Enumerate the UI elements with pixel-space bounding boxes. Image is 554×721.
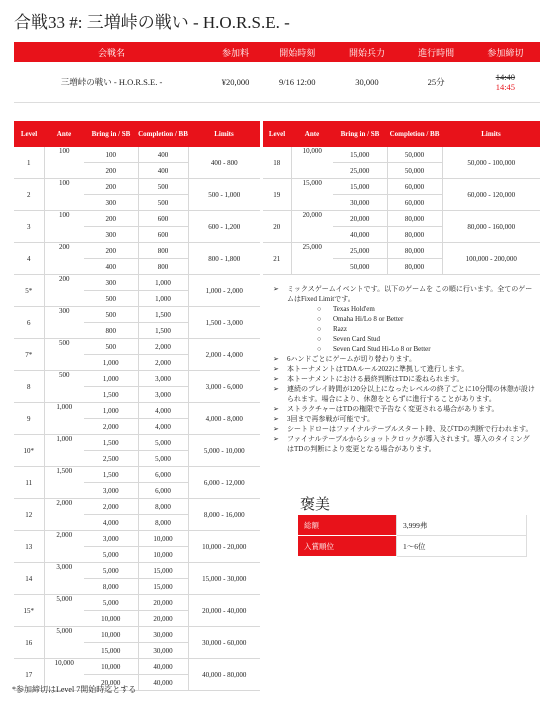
limits-value: 4,000 - 8,000 <box>188 403 260 435</box>
ante-empty <box>44 227 84 243</box>
bringin-value: 10,000 <box>84 659 138 675</box>
info-header-row <box>14 42 540 62</box>
bringin-value: 1,500 <box>84 387 138 403</box>
note-item <box>273 434 535 454</box>
completion-value: 6,000 <box>138 467 188 483</box>
col-level: Level <box>268 129 286 138</box>
completion-value: 40,000 <box>138 659 188 675</box>
ante-empty <box>44 323 84 339</box>
bringin-value: 1,500 <box>84 467 138 483</box>
game-item <box>317 314 535 324</box>
completion-value: 20,000 <box>138 595 188 611</box>
completion-value: 3,000 <box>138 371 188 387</box>
game-list <box>287 304 535 354</box>
ante-value: 100 <box>59 179 70 187</box>
level-row <box>14 371 260 387</box>
completion-value: 1,000 <box>138 275 188 291</box>
completion-value: 800 <box>138 259 188 275</box>
completion-value: 2,000 <box>138 355 188 371</box>
prize-key-total: 総額 <box>298 515 397 536</box>
limits-value: 100,000 - 200,000 <box>442 243 540 275</box>
level-number: 6 <box>14 307 44 339</box>
completion-value: 400 <box>138 163 188 179</box>
prize-row <box>298 536 527 557</box>
header-stack: 開始兵力 <box>348 47 385 58</box>
level-number: 13 <box>14 531 44 563</box>
completion-value: 6,000 <box>138 483 188 499</box>
level-duration: 25分 <box>402 62 471 103</box>
bringin-value: 300 <box>84 275 138 291</box>
ante-value: 300 <box>59 307 70 315</box>
level-row <box>14 467 260 483</box>
circle-bullet-icon: ○ <box>317 305 322 313</box>
note-item <box>273 424 535 434</box>
bringin-value: 20,000 <box>333 211 387 227</box>
completion-value: 1,500 <box>138 307 188 323</box>
info-row <box>14 62 540 103</box>
ante-value: 200 <box>59 243 70 251</box>
limits-value: 600 - 1,200 <box>188 211 260 243</box>
circle-bullet-icon: ○ <box>317 325 322 333</box>
ante-value: 2,000 <box>56 499 73 507</box>
note-text: ミックスゲームイベントです。以下のゲームを この順に行います。全てのゲームはFixed Limitです。 <box>287 285 533 303</box>
ante-empty <box>291 259 333 275</box>
ante-value: 200 <box>59 275 70 283</box>
completion-value: 400 <box>138 147 188 163</box>
bringin-value: 800 <box>84 323 138 339</box>
level-row <box>14 659 260 675</box>
bringin-value: 20,000 <box>84 675 138 691</box>
header-fee: 参加料 <box>222 47 250 58</box>
arrow-bullet-icon: ➢ <box>273 355 279 363</box>
bringin-value: 2,000 <box>84 419 138 435</box>
completion-value: 50,000 <box>387 147 442 163</box>
note-text: ファイナルテーブルからショットクロックが導入されます。導入のタイミングはTDの判断により変更となる場合があります。 <box>287 435 530 453</box>
level-number: 9 <box>14 403 44 435</box>
game-name: Texas Hold'em <box>333 305 375 313</box>
ante-value: 2,000 <box>56 531 73 539</box>
bringin-value: 3,000 <box>84 531 138 547</box>
completion-value: 1,500 <box>138 323 188 339</box>
completion-value: 80,000 <box>387 259 442 275</box>
ante-value: 20,000 <box>302 211 322 219</box>
prize-value-places: 1～6位 <box>397 536 527 557</box>
ante-empty <box>44 355 84 371</box>
level-number: 20 <box>263 211 291 243</box>
note-text: シートドローはファイナルテーブルスタート時、及びTDの判断で行われます。 <box>287 425 533 433</box>
bringin-value: 500 <box>84 339 138 355</box>
arrow-bullet-icon: ➢ <box>273 435 279 443</box>
bringin-value: 200 <box>84 179 138 195</box>
ante-empty <box>291 227 333 243</box>
completion-value: 500 <box>138 195 188 211</box>
bringin-value: 1,000 <box>84 355 138 371</box>
game-name: Seven Card Stud <box>333 335 381 343</box>
col-level: Level <box>20 129 38 138</box>
level-row <box>14 595 260 611</box>
ante-empty <box>291 195 333 211</box>
completion-value: 4,000 <box>138 419 188 435</box>
completion-value: 15,000 <box>138 563 188 579</box>
bringin-value: 5,000 <box>84 595 138 611</box>
ante-empty <box>44 291 84 307</box>
game-item <box>317 304 535 314</box>
completion-value: 500 <box>138 179 188 195</box>
bringin-value: 30,000 <box>333 195 387 211</box>
bringin-value: 25,000 <box>333 163 387 179</box>
ante-value: 1,000 <box>56 403 73 411</box>
col-ante: Ante <box>56 129 72 138</box>
level-number: 1 <box>14 147 44 179</box>
tournament-name: 三増峠の戦い - H.O.R.S.E. - <box>14 62 209 103</box>
col-limits: Limits <box>481 129 501 138</box>
bringin-value: 25,000 <box>333 243 387 259</box>
level-number: 7* <box>14 339 44 371</box>
bringin-value: 15,000 <box>84 643 138 659</box>
note-text: 本トーナメントはTDAルール2022に準拠して進行します。 <box>287 365 469 373</box>
note-item <box>273 364 535 374</box>
completion-value: 4,000 <box>138 403 188 419</box>
note-item <box>273 404 535 414</box>
level-number: 4 <box>14 243 44 275</box>
level-row <box>14 211 260 227</box>
limits-value: 15,000 - 30,000 <box>188 563 260 595</box>
bringin-value: 8,000 <box>84 579 138 595</box>
level-row <box>14 531 260 547</box>
level-row <box>14 147 260 163</box>
col-bringin: Bring in / SB <box>91 129 131 138</box>
bringin-value: 3,000 <box>84 483 138 499</box>
ante-empty <box>44 419 84 435</box>
circle-bullet-icon: ○ <box>317 345 322 353</box>
rules-notes <box>273 284 535 454</box>
ante-empty <box>44 611 84 627</box>
prize-table <box>298 515 527 557</box>
page-title: 合戦33 #: 三増峠の戦い - H.O.R.S.E. - <box>14 13 290 32</box>
game-item <box>317 324 535 334</box>
limits-value: 6,000 - 12,000 <box>188 467 260 499</box>
completion-value: 80,000 <box>387 243 442 259</box>
limits-value: 40,000 - 80,000 <box>188 659 260 691</box>
tournament-info-table <box>14 42 540 103</box>
completion-value: 20,000 <box>138 611 188 627</box>
ante-empty <box>44 579 84 595</box>
level-number: 17 <box>14 659 44 691</box>
level-header-row <box>14 121 260 147</box>
ante-value: 500 <box>59 371 70 379</box>
ante-empty <box>44 451 84 467</box>
ante-empty <box>44 547 84 563</box>
bringin-value: 40,000 <box>333 227 387 243</box>
bringin-value: 300 <box>84 227 138 243</box>
ante-value: 10,000 <box>54 659 74 667</box>
blind-structure-table-left <box>14 121 260 691</box>
limits-value: 800 - 1,800 <box>188 243 260 275</box>
limits-value: 60,000 - 120,000 <box>442 179 540 211</box>
completion-value: 80,000 <box>387 227 442 243</box>
completion-value: 1,000 <box>138 291 188 307</box>
level-row <box>14 435 260 451</box>
bringin-value: 5,000 <box>84 547 138 563</box>
level-number: 11 <box>14 467 44 499</box>
ante-empty <box>44 643 84 659</box>
bringin-value: 500 <box>84 291 138 307</box>
level-row <box>14 179 260 195</box>
limits-value: 5,000 - 10,000 <box>188 435 260 467</box>
level-row <box>14 563 260 579</box>
ante-empty <box>44 387 84 403</box>
limits-value: 20,000 - 40,000 <box>188 595 260 627</box>
level-row <box>14 627 260 643</box>
level-row <box>263 243 540 259</box>
completion-value: 50,000 <box>387 163 442 179</box>
level-row <box>263 147 540 163</box>
limits-value: 80,000 - 160,000 <box>442 211 540 243</box>
level-number: 14 <box>14 563 44 595</box>
col-limits: Limits <box>214 129 234 138</box>
completion-value: 5,000 <box>138 435 188 451</box>
ante-value: 100 <box>59 211 70 219</box>
ante-value: 500 <box>59 339 70 347</box>
col-completion: Completion / BB <box>389 129 440 138</box>
arrow-bullet-icon: ➢ <box>273 365 279 373</box>
limits-value: 3,000 - 6,000 <box>188 371 260 403</box>
note-text: 6ハンドごとにゲームが切り替わります。 <box>287 355 416 363</box>
completion-value: 2,000 <box>138 339 188 355</box>
bringin-value: 10,000 <box>84 627 138 643</box>
arrow-bullet-icon: ➢ <box>273 405 279 413</box>
completion-value: 5,000 <box>138 451 188 467</box>
ante-empty <box>44 515 84 531</box>
ante-empty <box>44 483 84 499</box>
ante-empty <box>44 195 84 211</box>
note-text: 連続のプレイ時間が120分以上になったレベルの終了ごとに10分間の休憩が設けられます。場合により、休憩をとらずに進行することがあります。 <box>287 385 535 403</box>
bringin-value: 15,000 <box>333 179 387 195</box>
bringin-value: 2,000 <box>84 499 138 515</box>
header-name: 会戦名 <box>98 47 126 58</box>
arrow-bullet-icon: ➢ <box>273 375 279 383</box>
level-row <box>263 211 540 227</box>
bringin-value: 10,000 <box>84 611 138 627</box>
completion-value: 10,000 <box>138 531 188 547</box>
limits-value: 10,000 - 20,000 <box>188 531 260 563</box>
completion-value: 15,000 <box>138 579 188 595</box>
ante-value: 5,000 <box>56 627 73 635</box>
ante-value: 5,000 <box>56 595 73 603</box>
footnote: *参加締切はLevel 7開始時迄とする <box>12 685 137 694</box>
completion-value: 10,000 <box>138 547 188 563</box>
limits-value: 500 - 1,000 <box>188 179 260 211</box>
level-number: 16 <box>14 627 44 659</box>
level-header-row <box>263 121 540 147</box>
level-row <box>14 275 260 291</box>
bringin-value: 1,500 <box>84 435 138 451</box>
ante-value: 3,000 <box>56 563 73 571</box>
bringin-value: 500 <box>84 307 138 323</box>
completion-value: 8,000 <box>138 499 188 515</box>
prize-row <box>298 515 527 536</box>
completion-value: 8,000 <box>138 515 188 531</box>
level-number: 3 <box>14 211 44 243</box>
level-number: 15* <box>14 595 44 627</box>
limits-value: 50,000 - 100,000 <box>442 147 540 179</box>
circle-bullet-icon: ○ <box>317 335 322 343</box>
header-start: 開始時刻 <box>279 47 316 58</box>
ante-value: 1,500 <box>56 467 73 475</box>
level-row <box>14 243 260 259</box>
bringin-value: 400 <box>84 259 138 275</box>
bringin-value: 200 <box>84 163 138 179</box>
ante-value: 100 <box>59 147 70 155</box>
game-item <box>317 334 535 344</box>
bringin-value: 200 <box>84 211 138 227</box>
note-item <box>273 284 535 354</box>
blind-structure-table-right <box>263 121 540 275</box>
completion-value: 3,000 <box>138 387 188 403</box>
ante-value: 10,000 <box>302 147 322 155</box>
completion-value: 30,000 <box>138 643 188 659</box>
game-name: Razz <box>333 325 347 333</box>
level-number: 19 <box>263 179 291 211</box>
bringin-value: 4,000 <box>84 515 138 531</box>
ante-value: 25,000 <box>302 243 322 251</box>
deadline-old: 14:40 <box>495 72 516 82</box>
game-item <box>317 344 535 354</box>
starting-stack: 30,000 <box>332 62 401 103</box>
deadline-new: 14:45 <box>495 82 516 92</box>
entry-fee: ¥20,000 <box>209 62 262 103</box>
bringin-value: 200 <box>84 243 138 259</box>
completion-value: 600 <box>138 211 188 227</box>
level-row <box>14 307 260 323</box>
col-completion: Completion / BB <box>138 129 188 138</box>
note-text: 本トーナメントにおける最終判断はTDに委ねられます。 <box>287 375 464 383</box>
note-item <box>273 374 535 384</box>
start-time: 9/16 12:00 <box>262 62 332 103</box>
completion-value: 60,000 <box>387 179 442 195</box>
completion-value: 30,000 <box>138 627 188 643</box>
note-item <box>273 354 535 364</box>
completion-value: 800 <box>138 243 188 259</box>
level-row <box>14 403 260 419</box>
note-item <box>273 384 535 404</box>
level-row <box>14 339 260 355</box>
limits-value: 400 - 800 <box>188 147 260 179</box>
limits-value: 2,000 - 4,000 <box>188 339 260 371</box>
arrow-bullet-icon: ➢ <box>273 425 279 433</box>
note-item <box>273 414 535 424</box>
level-number: 10* <box>14 435 44 467</box>
ante-empty <box>44 259 84 275</box>
circle-bullet-icon: ○ <box>317 315 322 323</box>
col-bringin: Bring in / SB <box>340 129 380 138</box>
level-number: 8 <box>14 371 44 403</box>
bringin-value: 5,000 <box>84 563 138 579</box>
note-text: ストラクチャーはTDの権限で予告なく変更される場合があります。 <box>287 405 499 413</box>
limits-value: 1,500 - 3,000 <box>188 307 260 339</box>
completion-value: 40,000 <box>138 675 188 691</box>
level-number: 5* <box>14 275 44 307</box>
bringin-value: 50,000 <box>333 259 387 275</box>
ante-value: 1,000 <box>56 435 73 443</box>
prize-key-places: 入賞順位 <box>298 536 397 557</box>
arrow-bullet-icon: ➢ <box>273 385 279 393</box>
limits-value: 30,000 - 60,000 <box>188 627 260 659</box>
bringin-value: 2,500 <box>84 451 138 467</box>
level-number: 2 <box>14 179 44 211</box>
ante-empty <box>44 163 84 179</box>
level-number: 18 <box>263 147 291 179</box>
ante-empty <box>291 163 333 179</box>
completion-value: 80,000 <box>387 211 442 227</box>
header-deadline: 参加締切 <box>487 47 524 58</box>
prize-title: 褒美 <box>300 497 331 513</box>
completion-value: 60,000 <box>387 195 442 211</box>
arrow-bullet-icon: ➢ <box>273 415 279 423</box>
header-duration: 進行時間 <box>418 47 455 58</box>
col-ante: Ante <box>304 129 320 138</box>
level-row <box>263 179 540 195</box>
bringin-value: 1,000 <box>84 403 138 419</box>
completion-value: 600 <box>138 227 188 243</box>
limits-value: 8,000 - 16,000 <box>188 499 260 531</box>
note-text: 3回まで再参戦が可能です。 <box>287 415 374 423</box>
bringin-value: 300 <box>84 195 138 211</box>
limits-value: 1,000 - 2,000 <box>188 275 260 307</box>
bringin-value: 15,000 <box>333 147 387 163</box>
game-name: Seven Card Stud Hi-Lo 8 or Better <box>333 345 431 353</box>
arrow-bullet-icon: ➢ <box>273 285 279 293</box>
bringin-value: 100 <box>84 147 138 163</box>
bringin-value: 1,000 <box>84 371 138 387</box>
ante-value: 15,000 <box>302 179 322 187</box>
game-name: Omaha Hi/Lo 8 or Better <box>333 315 404 323</box>
level-row <box>14 499 260 515</box>
level-number: 21 <box>263 243 291 275</box>
level-number: 12 <box>14 499 44 531</box>
registration-deadline <box>471 62 540 103</box>
prize-value-total: 3,999弗 <box>397 515 527 536</box>
